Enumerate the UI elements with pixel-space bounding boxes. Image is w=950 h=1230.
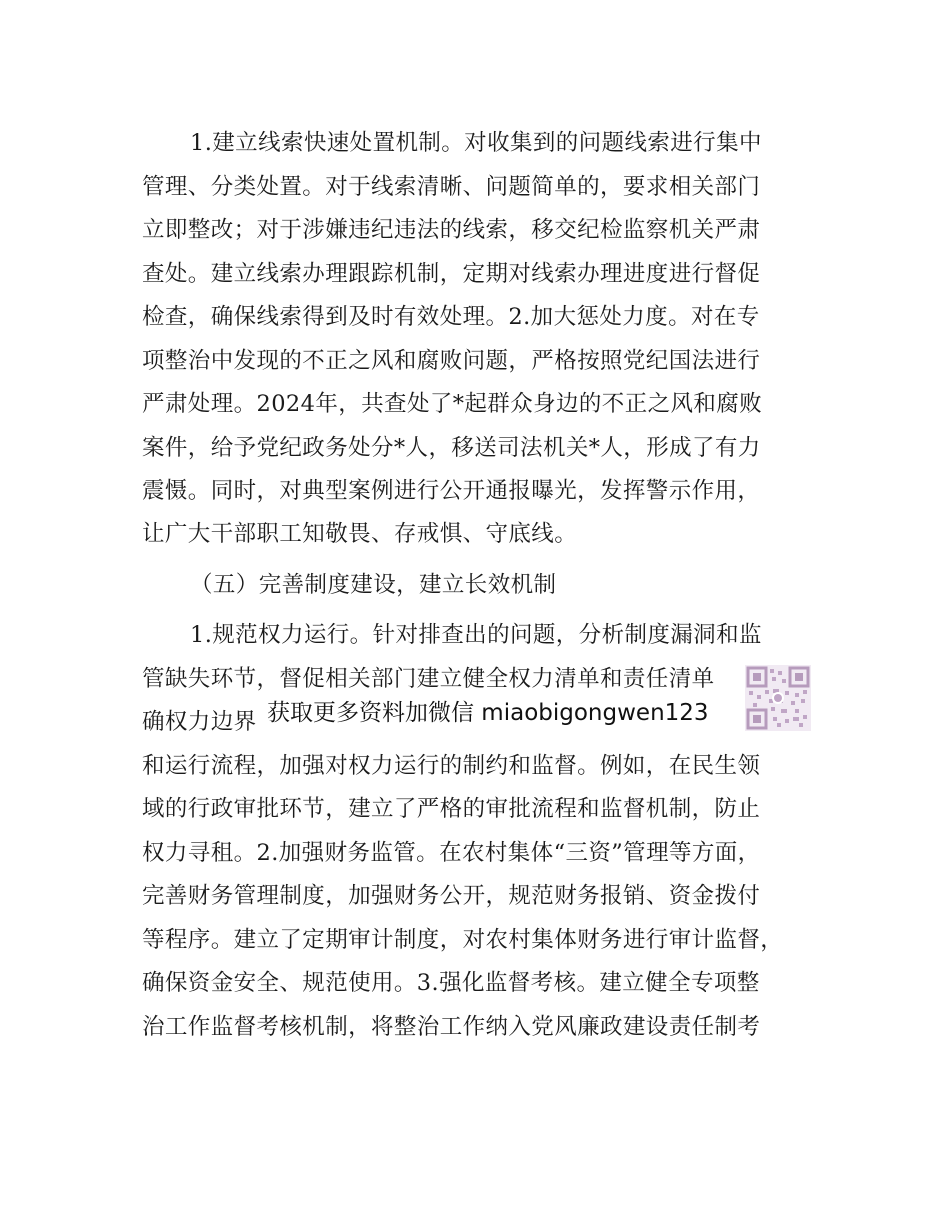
paragraph-line: 管理、分类处置。对于线索清晰、问题简单的，要求相关部门	[142, 174, 761, 200]
paragraph-line: 1.建立线索快速处置机制。对收集到的问题线索进行集中	[190, 130, 762, 156]
paragraph-line: 震慑。同时，对典型案例进行公开通报曝光，发挥警示作用，	[142, 478, 761, 504]
paragraph-line: 案件，给予党纪政务处分*人，移送司法机关*人，形成了有力	[142, 435, 761, 461]
watermark-text: 获取更多资料加微信 miaobigongwen123	[267, 695, 711, 731]
paragraph-line: 域的行政审批环节，建立了严格的审批流程和监督机制，防止	[142, 796, 761, 822]
paragraph-line: 查处。建立线索办理跟踪机制，定期对线索办理进度进行督促	[142, 261, 761, 287]
paragraph-line: 项整治中发现的不正之风和腐败问题，严格按照党纪国法进行	[142, 348, 761, 374]
paragraph-line: 完善财务管理制度，加强财务公开，规范财务报销、资金拨付	[142, 883, 761, 909]
qr-code-icon	[745, 665, 811, 731]
paragraph-line: 管缺失环节，督促相关部门建立健全权力清单和责任清单	[142, 666, 715, 692]
paragraph-line: 和运行流程，加强对权力运行的制约和监督。例如，在民生领	[142, 753, 761, 779]
paragraph-line: 权力寻租。2.加强财务监管。在农村集体“三资”管理等方面，	[142, 840, 761, 866]
paragraph-line: 让广大干部职工知敬畏、存戒惧、守底线。	[142, 521, 578, 547]
paragraph-line: 立即整改；对于涉嫌违纪违法的线索，移交纪检监察机关严肃	[142, 217, 761, 243]
paragraph-line: 等程序。建立了定期审计制度，对农村集体财务进行审计监督，	[142, 927, 784, 953]
paragraph-line: 严肃处理。2024年，共查处了*起群众身边的不正之风和腐败	[142, 391, 763, 417]
paragraph-line: 1.规范权力运行。针对排查出的问题，分析制度漏洞和监	[190, 622, 762, 648]
paragraph-line: 确保资金安全、规范使用。3.强化监督考核。建立健全专项整	[142, 970, 760, 996]
paragraph-line: 治工作监督考核机制，将整治工作纳入党风廉政建设责任制考	[142, 1014, 761, 1040]
section-heading: （五）完善制度建设，建立长效机制	[190, 572, 557, 598]
paragraph-line: 确权力边界	[142, 709, 257, 735]
paragraph-line: 检查，确保线索得到及时有效处理。2.加大惩处力度。对在专	[142, 304, 760, 330]
